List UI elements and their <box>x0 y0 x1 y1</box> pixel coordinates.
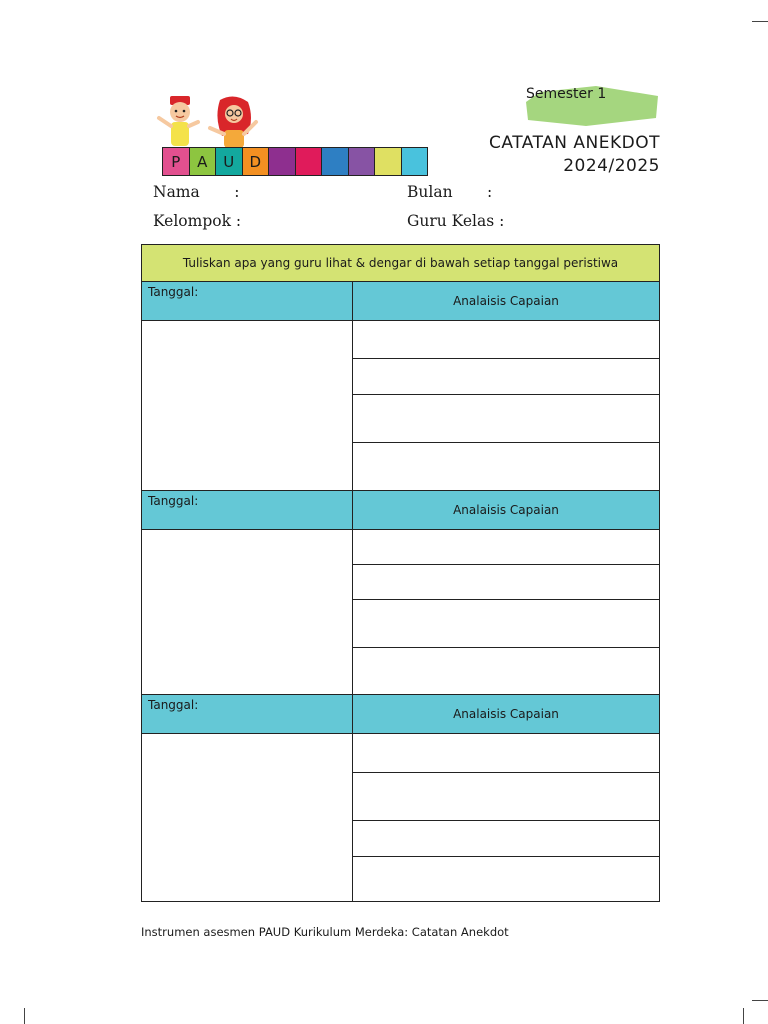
analysis-line[interactable] <box>353 321 659 359</box>
instruction-text: Tuliskan apa yang guru lihat & dengar di bawah setiap tanggal peristiwa <box>182 256 619 270</box>
paud-color-cell <box>374 147 402 176</box>
analysis-line[interactable] <box>353 565 659 600</box>
entry-block <box>141 282 660 491</box>
paud-color-cell <box>295 147 323 176</box>
crop-mark-bottom-right-v <box>743 1008 744 1024</box>
entry-block-body <box>142 320 659 490</box>
paud-letter-a: A <box>189 147 217 176</box>
entry-block-head <box>142 282 659 320</box>
analisis-label: Analaisis Capaian <box>453 294 559 308</box>
entry-block-body <box>142 529 659 694</box>
field-kelompok: Kelompok : <box>153 212 242 230</box>
analysis-lines <box>353 321 659 490</box>
entry-block-head <box>142 491 659 529</box>
paud-letter-u: U <box>215 147 243 176</box>
semester-label: Semester 1 <box>526 86 607 102</box>
crop-mark-bottom-left <box>24 1008 25 1024</box>
analisis-label: Analaisis Capaian <box>453 707 559 721</box>
page-title: CATATAN ANEKDOT <box>489 133 660 153</box>
entry-block <box>141 491 660 695</box>
field-guru-kelas: Guru Kelas : <box>407 212 505 230</box>
tanggal-label: Tanggal: <box>142 491 353 529</box>
analysis-line[interactable] <box>353 443 659 490</box>
crop-mark-bottom-right-h <box>752 1000 768 1001</box>
paud-letter-p: P <box>162 147 190 176</box>
analysis-line[interactable] <box>353 821 659 857</box>
analysis-line[interactable] <box>353 648 659 694</box>
paud-color-row <box>162 147 427 176</box>
paud-letter-d: D <box>242 147 270 176</box>
entry-block-head <box>142 695 659 733</box>
analysis-line[interactable] <box>353 857 659 901</box>
analysis-line[interactable] <box>353 395 659 443</box>
footer-note: Instrumen asesmen PAUD Kurikulum Merdeka: Catatan Anekdot <box>141 925 509 939</box>
paud-color-cell <box>401 147 429 176</box>
entry-block <box>141 695 660 902</box>
field-nama: Nama : <box>153 183 240 201</box>
observation-area[interactable] <box>142 321 353 490</box>
instruction-header <box>141 244 660 282</box>
observation-area[interactable] <box>142 734 353 901</box>
observation-area[interactable] <box>142 530 353 694</box>
field-bulan: Bulan : <box>407 183 493 201</box>
analysis-line[interactable] <box>353 530 659 565</box>
paud-color-cell <box>321 147 349 176</box>
anecdote-sheet <box>141 244 660 902</box>
analysis-lines <box>353 734 659 901</box>
page-year: 2024/2025 <box>563 156 660 176</box>
analysis-line[interactable] <box>353 600 659 648</box>
paud-color-cell <box>348 147 376 176</box>
analysis-line[interactable] <box>353 359 659 395</box>
crop-mark-top-right <box>752 21 768 22</box>
tanggal-label: Tanggal: <box>142 695 353 733</box>
entry-block-body <box>142 733 659 901</box>
analisis-label: Analaisis Capaian <box>453 503 559 517</box>
analysis-line[interactable] <box>353 773 659 821</box>
analysis-lines <box>353 530 659 694</box>
kids-illustration-icon <box>156 94 262 150</box>
analysis-line[interactable] <box>353 734 659 773</box>
paud-color-cell <box>268 147 296 176</box>
tanggal-label: Tanggal: <box>142 282 353 320</box>
